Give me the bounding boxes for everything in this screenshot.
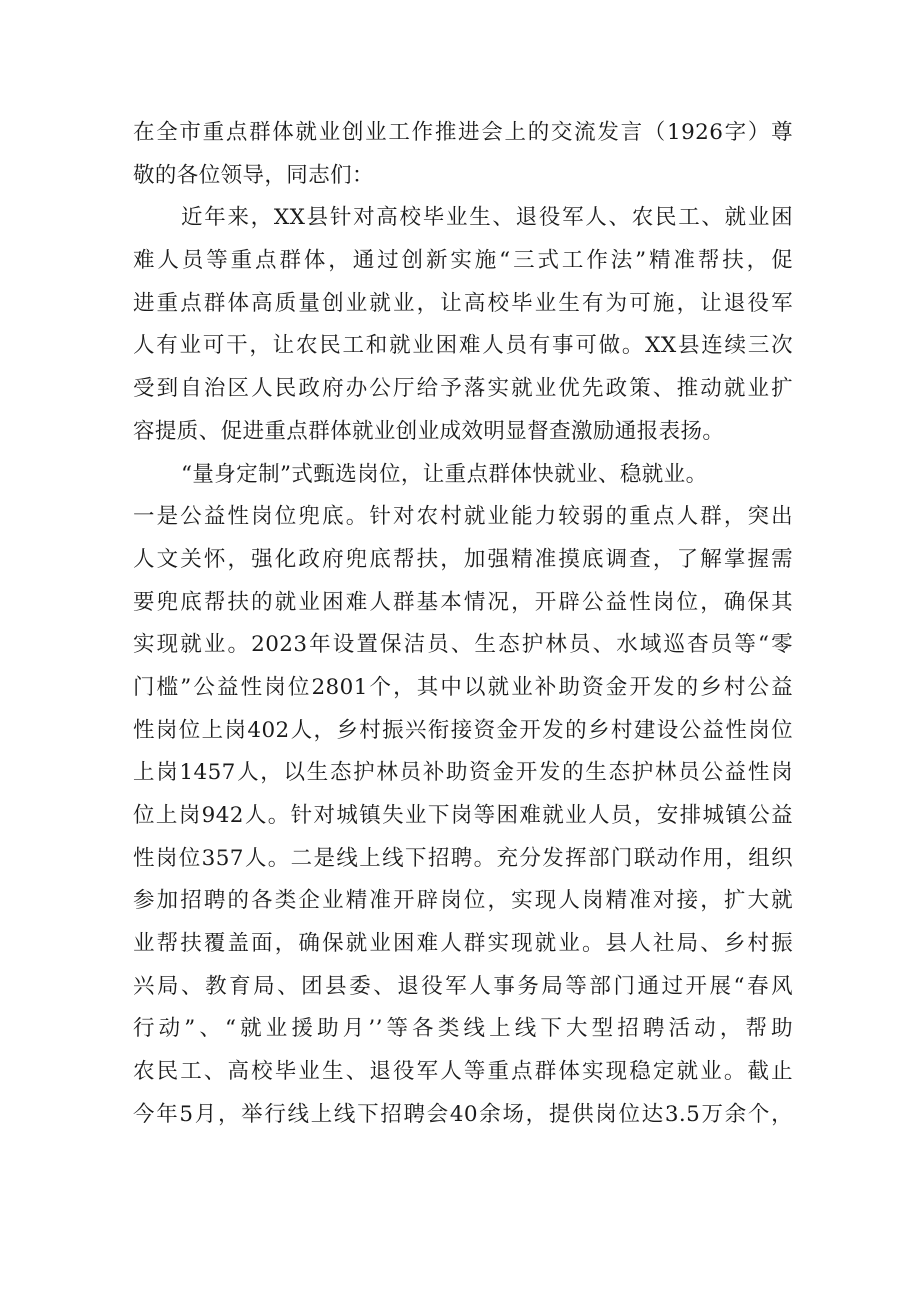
text-line: 在全市重点群体就业创业工作推进会上的交流发言（1926字）尊 — [133, 120, 793, 145]
text-line: 容提质、促进重点群体就业创业成效明显督查激励通报表扬。 — [133, 418, 725, 444]
text-line: 行动”、“就业援助月’’等各类线上线下大型招聘活动，帮助 — [133, 1016, 793, 1042]
text-line: 兴局、教育局、团县委、退役军人事务局等部门通过开展“春风 — [133, 973, 793, 999]
text-line: 上岗1457人，以生态护林员补助资金开发的生态护林员公益性岗 — [133, 760, 793, 786]
text-line: 门槛”公益性岗位2801个，其中以就业补助资金开发的乡村公益 — [133, 674, 793, 700]
text-line: 实现就业。2023年设置保洁员、生态护林员、水域巡杳员等“零 — [133, 632, 793, 658]
text-line: 性岗位357人。二是线上线下招聘。充分发挥部门联动作用，组织 — [133, 845, 793, 871]
text-line: 今年5月，举行线上线下招聘会40余场，提供岗位达3.5万余个， — [133, 1101, 793, 1127]
text-line: 敬的各位领导，同志们： — [133, 162, 374, 188]
text-line: 人有业可干，让农民工和就业困难人员有事可做。XX县连续三次 — [133, 333, 793, 359]
section-heading: “量身定制”式甄选岗位，让重点群体快就业、稳就业。 — [181, 461, 708, 487]
text-line: 近年来，XX县针对高校毕业生、退役军人、农民工、就业困 — [181, 205, 793, 231]
text-line: 人文关怀，强化政府兜底帮扶，加强精准摸底调查，了解掌握需 — [133, 546, 793, 572]
text-line: 业帮扶覆盖面，确保就业困难人群实现就业。县人社局、乡村振 — [133, 931, 793, 957]
text-line: 要兜底帮扶的就业困难人群基本情况，开辟公益性岗位，确保其 — [133, 589, 793, 615]
text-line: 参加招聘的各类企业精准开辟岗位，实现人岗精准对接，扩大就 — [133, 888, 793, 914]
document-body — [133, 112, 793, 1137]
text-line: 位上岗942人。针对城镇失业下岗等困难就业人员，安排城镇公益 — [133, 803, 793, 828]
text-line: 性岗位上岗402人，乡村振兴衔接资金开发的乡村建设公益性岗位 — [133, 717, 793, 743]
text-line: 进重点群体高质量创业就业，让高校毕业生有为可施，让退役军 — [133, 290, 793, 316]
text-line: 难人员等重点群体，通过创新实施“三式工作法”精准帮扶，促 — [133, 248, 793, 274]
text-line: 受到自治区人民政府办公厅给予落实就业优先政策、推动就业扩 — [133, 376, 793, 402]
text-line: 一是公益性岗位兜底。针对农村就业能力较弱的重点人群，突出 — [133, 504, 793, 530]
text-line: 农民工、高校毕业生、退役军人等重点群体实现稳定就业。截止 — [133, 1059, 793, 1085]
